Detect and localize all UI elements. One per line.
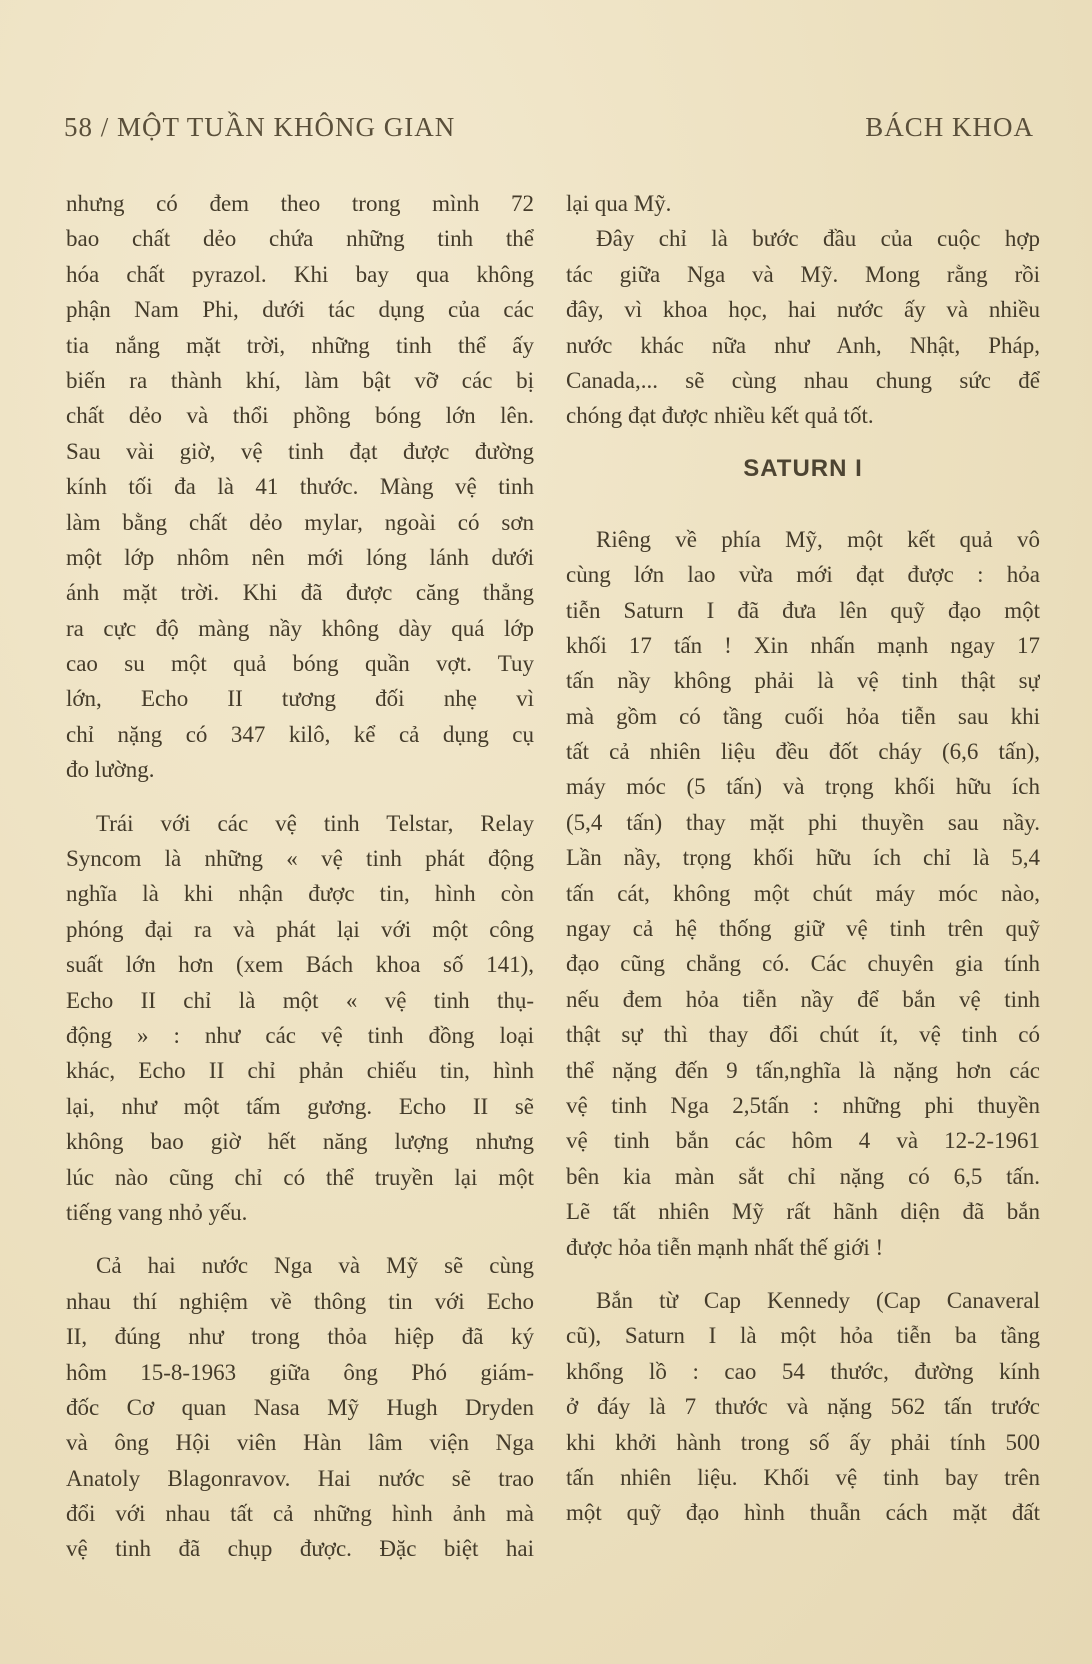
text-line: tia nắng mặt trời, những tinh thể ấy bbox=[66, 332, 534, 358]
text-line: ở đáy là 7 thước và nặng 562 tấn trước bbox=[566, 1394, 1040, 1420]
text-line: lúc nào cũng chỉ có thể truyền lại một bbox=[66, 1164, 534, 1190]
text-line: Echo II chỉ là một « vệ tinh thụ- bbox=[66, 987, 534, 1013]
text-line: lớn, Echo II tương đối nhẹ vì bbox=[66, 686, 534, 712]
text-line: thể nặng đến 9 tấn,nghĩa là nặng hơn các bbox=[566, 1057, 1040, 1083]
text-line: lại qua Mỹ. bbox=[566, 191, 672, 216]
page-header bbox=[64, 112, 1034, 152]
text-line: tấn nhiên liệu. Khối vệ tinh bay trên bbox=[566, 1464, 1040, 1490]
paragraph-gap bbox=[566, 504, 1040, 522]
right-column bbox=[566, 186, 1040, 1531]
text-line: nhưng có đem theo trong mình 72 bbox=[66, 191, 534, 216]
text-line: tác giữa Nga và Mỹ. Mong rằng rồi bbox=[566, 261, 1040, 287]
text-line: vệ tinh bắn các hôm 4 và 12-2-1961 bbox=[566, 1128, 1040, 1154]
text-line: (5,4 tấn) thay mặt phi thuyền sau nầy. bbox=[566, 809, 1040, 835]
text-line: cùng lớn lao vừa mới đạt được : hỏa bbox=[566, 562, 1040, 588]
text-line: nghĩa là khi nhận được tin, hình còn bbox=[66, 881, 534, 907]
text-line: Canada,... sẽ cùng nhau chung sức để bbox=[566, 367, 1040, 393]
text-line: đổi với nhau tất cả những hình ảnh mà bbox=[66, 1501, 534, 1527]
text-line: khi khởi hành trong số ấy phải tính 500 bbox=[566, 1429, 1040, 1455]
text-line: một lớp nhôm nên mới lóng lánh dưới bbox=[66, 544, 534, 570]
text-line: biến ra thành khí, làm bật vỡ các bị bbox=[66, 367, 534, 393]
text-line: hôm 15-8-1963 giữa ông Phó giám- bbox=[66, 1359, 534, 1385]
text-line: Trái với các vệ tinh Telstar, Relay bbox=[96, 810, 534, 836]
text-line: và ông Hội viên Hàn lâm viện Nga bbox=[66, 1430, 534, 1456]
text-line: chỉ nặng có 347 kilô, kể cả dụng cụ bbox=[66, 721, 534, 747]
text-line: phóng đại ra và phát lại với một công bbox=[66, 916, 534, 942]
text-line: đạo cũng chẳng có. Các chuyên gia tính bbox=[566, 951, 1040, 977]
text-line: khối 17 tấn ! Xin nhấn mạnh ngay 17 bbox=[566, 632, 1040, 658]
text-line: Riêng về phía Mỹ, một kết quả vô bbox=[596, 526, 1040, 552]
text-line: Đây chỉ là bước đầu của cuộc hợp bbox=[596, 226, 1040, 252]
text-line: động » : như các vệ tinh đồng loại bbox=[66, 1022, 534, 1048]
text-line: cao su một quả bóng quần vợt. Tuy bbox=[66, 651, 534, 677]
text-line: một quỹ đạo hình thuẫn cách mặt đất bbox=[566, 1500, 1040, 1526]
text-line: ngay cả hệ thống giữ vệ tinh trên quỹ bbox=[566, 916, 1040, 942]
running-title: 58 / MỘT TUẦN KHÔNG GIAN bbox=[64, 112, 456, 142]
text-line: cũ), Saturn I là một hỏa tiễn ba tầng bbox=[566, 1323, 1040, 1349]
text-line: Cả hai nước Nga và Mỹ sẽ cùng bbox=[96, 1253, 534, 1279]
text-line: phận Nam Phi, dưới tác dụng của các bbox=[66, 297, 534, 323]
text-line: đốc Cơ quan Nasa Mỹ Hugh Dryden bbox=[66, 1394, 534, 1420]
text-line: II, đúng như trong thỏa hiệp đã ký bbox=[66, 1324, 534, 1350]
text-line: nếu đem hỏa tiễn nầy để bắn vệ tinh bbox=[566, 986, 1040, 1012]
text-line: không bao giờ hết năng lượng nhưng bbox=[66, 1129, 534, 1155]
text-line: hóa chất pyrazol. Khi bay qua không bbox=[66, 261, 534, 287]
text-line: tiễn Saturn I đã đưa lên quỹ đạo một bbox=[566, 597, 1040, 623]
text-line: Anatoly Blagonravov. Hai nước sẽ trao bbox=[66, 1465, 534, 1491]
text-line: được hỏa tiễn mạnh nhất thế giới ! bbox=[566, 1234, 884, 1260]
text-line: Sau vài giờ, vệ tinh đạt được đường bbox=[66, 438, 534, 464]
text-line: đây, vì khoa học, hai nước ấy và nhiều bbox=[566, 297, 1040, 323]
text-line: ra cực độ màng nầy không dày quá lớp bbox=[66, 615, 534, 641]
text-line: bao chất dẻo chứa những tinh thể bbox=[66, 226, 534, 252]
text-line: nhau thí nghiệm về thông tin với Echo bbox=[66, 1288, 534, 1314]
text-line: chất dẻo và thổi phồng bóng lớn lên. bbox=[66, 403, 534, 429]
text-line: máy móc (5 tấn) và trọng khối hữu ích bbox=[566, 774, 1040, 800]
text-line: Syncom là những « vệ tinh phát động bbox=[66, 846, 534, 872]
text-line: lại, như một tấm gương. Echo II sẽ bbox=[66, 1093, 534, 1119]
text-line: suất lớn hơn (xem Bách khoa số 141), bbox=[66, 952, 534, 978]
text-line: tất cả nhiên liệu đều đốt cháy (6,6 tấn), bbox=[566, 739, 1040, 765]
text-line: thật sự thì thay đổi chút ít, vệ tinh có bbox=[566, 1022, 1040, 1048]
text-line: chóng đạt được nhiều kết quả tốt. bbox=[566, 403, 874, 429]
text-line: đo lường. bbox=[66, 757, 155, 783]
text-line: tấn cát, không một chút máy móc nào, bbox=[566, 880, 1040, 906]
paragraph-gap bbox=[66, 1230, 534, 1248]
paragraph-gap bbox=[66, 788, 534, 806]
text-line: bên kia màn sắt chỉ nặng có 6,5 tấn. bbox=[566, 1163, 1040, 1189]
text-line: làm bằng chất dẻo mylar, ngoài có sơn bbox=[66, 509, 534, 535]
text-line: tiếng vang nhỏ yếu. bbox=[66, 1199, 248, 1225]
text-line: vệ tinh Nga 2,5tấn : những phi thuyền bbox=[566, 1092, 1040, 1118]
text-line: vệ tinh đã chụp được. Đặc biệt hai bbox=[66, 1536, 534, 1562]
text-line: kính tối đa là 41 thước. Màng vệ tinh bbox=[66, 474, 534, 500]
text-line: tấn nầy không phải là vệ tinh thật sự bbox=[566, 668, 1040, 694]
text-line: Lần nầy, trọng khối hữu ích chỉ là 5,4 bbox=[566, 845, 1040, 871]
magazine-name: BÁCH KHOA bbox=[865, 112, 1034, 142]
paragraph-gap bbox=[566, 1265, 1040, 1283]
text-line: mà gồm có tầng cuối hỏa tiễn sau khi bbox=[566, 703, 1040, 729]
text-line: ánh mặt trời. Khi đã được căng thẳng bbox=[66, 580, 534, 606]
text-line: Bắn từ Cap Kennedy (Cap Canaveral bbox=[596, 1287, 1040, 1313]
text-line: khác, Echo II chỉ phản chiếu tin, hình bbox=[66, 1058, 534, 1084]
text-line: nước khác nữa như Anh, Nhật, Pháp, bbox=[566, 332, 1040, 358]
left-column bbox=[66, 186, 534, 1567]
section-heading: SATURN I bbox=[743, 454, 863, 482]
text-line: khổng lồ : cao 54 thước, đường kính bbox=[566, 1358, 1040, 1384]
text-line: Lẽ tất nhiên Mỹ rất hãnh diện đã bắn bbox=[566, 1199, 1040, 1225]
